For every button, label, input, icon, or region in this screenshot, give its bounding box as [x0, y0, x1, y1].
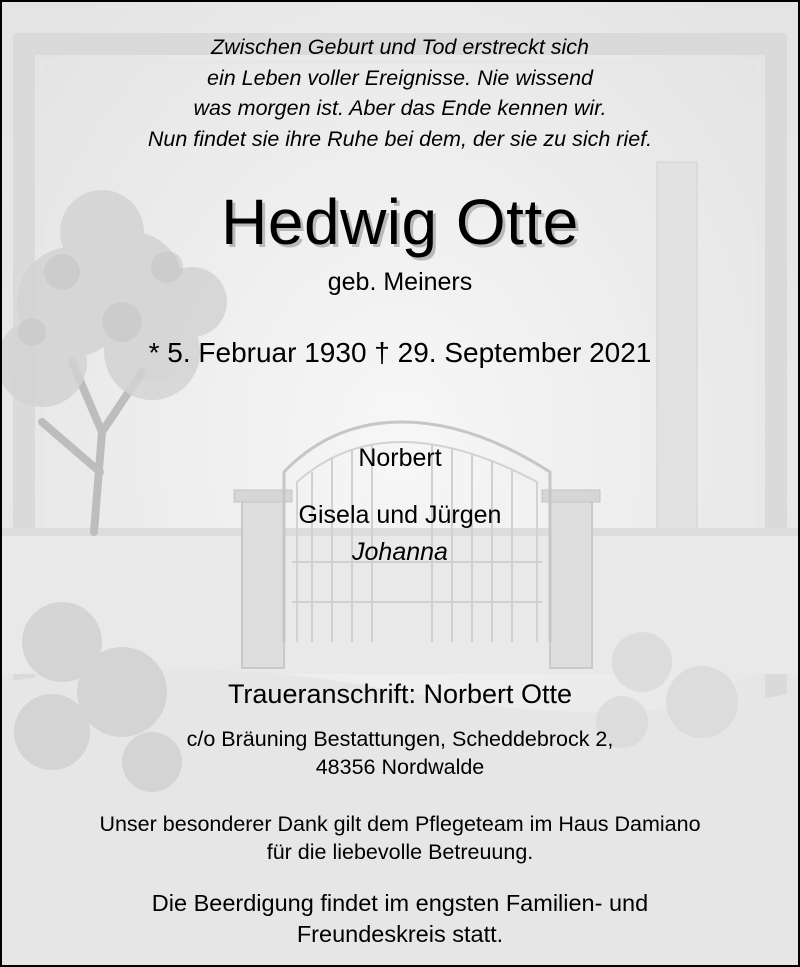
thanks-note [2, 810, 798, 866]
poem-line: was morgen ist. Aber das Ende kennen wir. [193, 96, 607, 120]
address-line: 48356 Nordwalde [315, 755, 485, 779]
birth-name: geb. Meiners [327, 268, 473, 296]
mourner-name: Gisela und Jürgen [298, 501, 502, 529]
poem-line: ein Leben voller Ereignisse. Nie wissend [206, 65, 593, 90]
funeral-line: Die Beerdigung findet im engsten Familien- und [151, 890, 649, 916]
life-dates: * 5. Februar 1930 † 29. September 2021 [148, 337, 652, 368]
poem-line: Nun findet sie ihre Ruhe bei dem, der sie zu sich rief. [147, 126, 653, 151]
mourner-name: Norbert [358, 444, 442, 472]
funeral-line: Freundeskreis statt. [296, 921, 504, 947]
poem-line: Zwischen Geburt und Tod erstreckt sich [210, 35, 589, 59]
mourning-address [2, 725, 798, 781]
deceased-name: Hedwig Otte [221, 186, 579, 258]
funeral-note [2, 888, 798, 950]
mourning-address-title: Traueranschrift: Norbert Otte [227, 679, 573, 709]
poem [2, 32, 798, 154]
thanks-line: für die liebevolle Betreuung. [266, 840, 534, 864]
thanks-line: Unser besonderer Dank gilt dem Pflegeteam im Haus Damiano [99, 812, 701, 836]
address-line: c/o Bräuning Bestattungen, Scheddebrock 2, [186, 727, 614, 751]
mourner-name: Johanna [352, 538, 448, 566]
